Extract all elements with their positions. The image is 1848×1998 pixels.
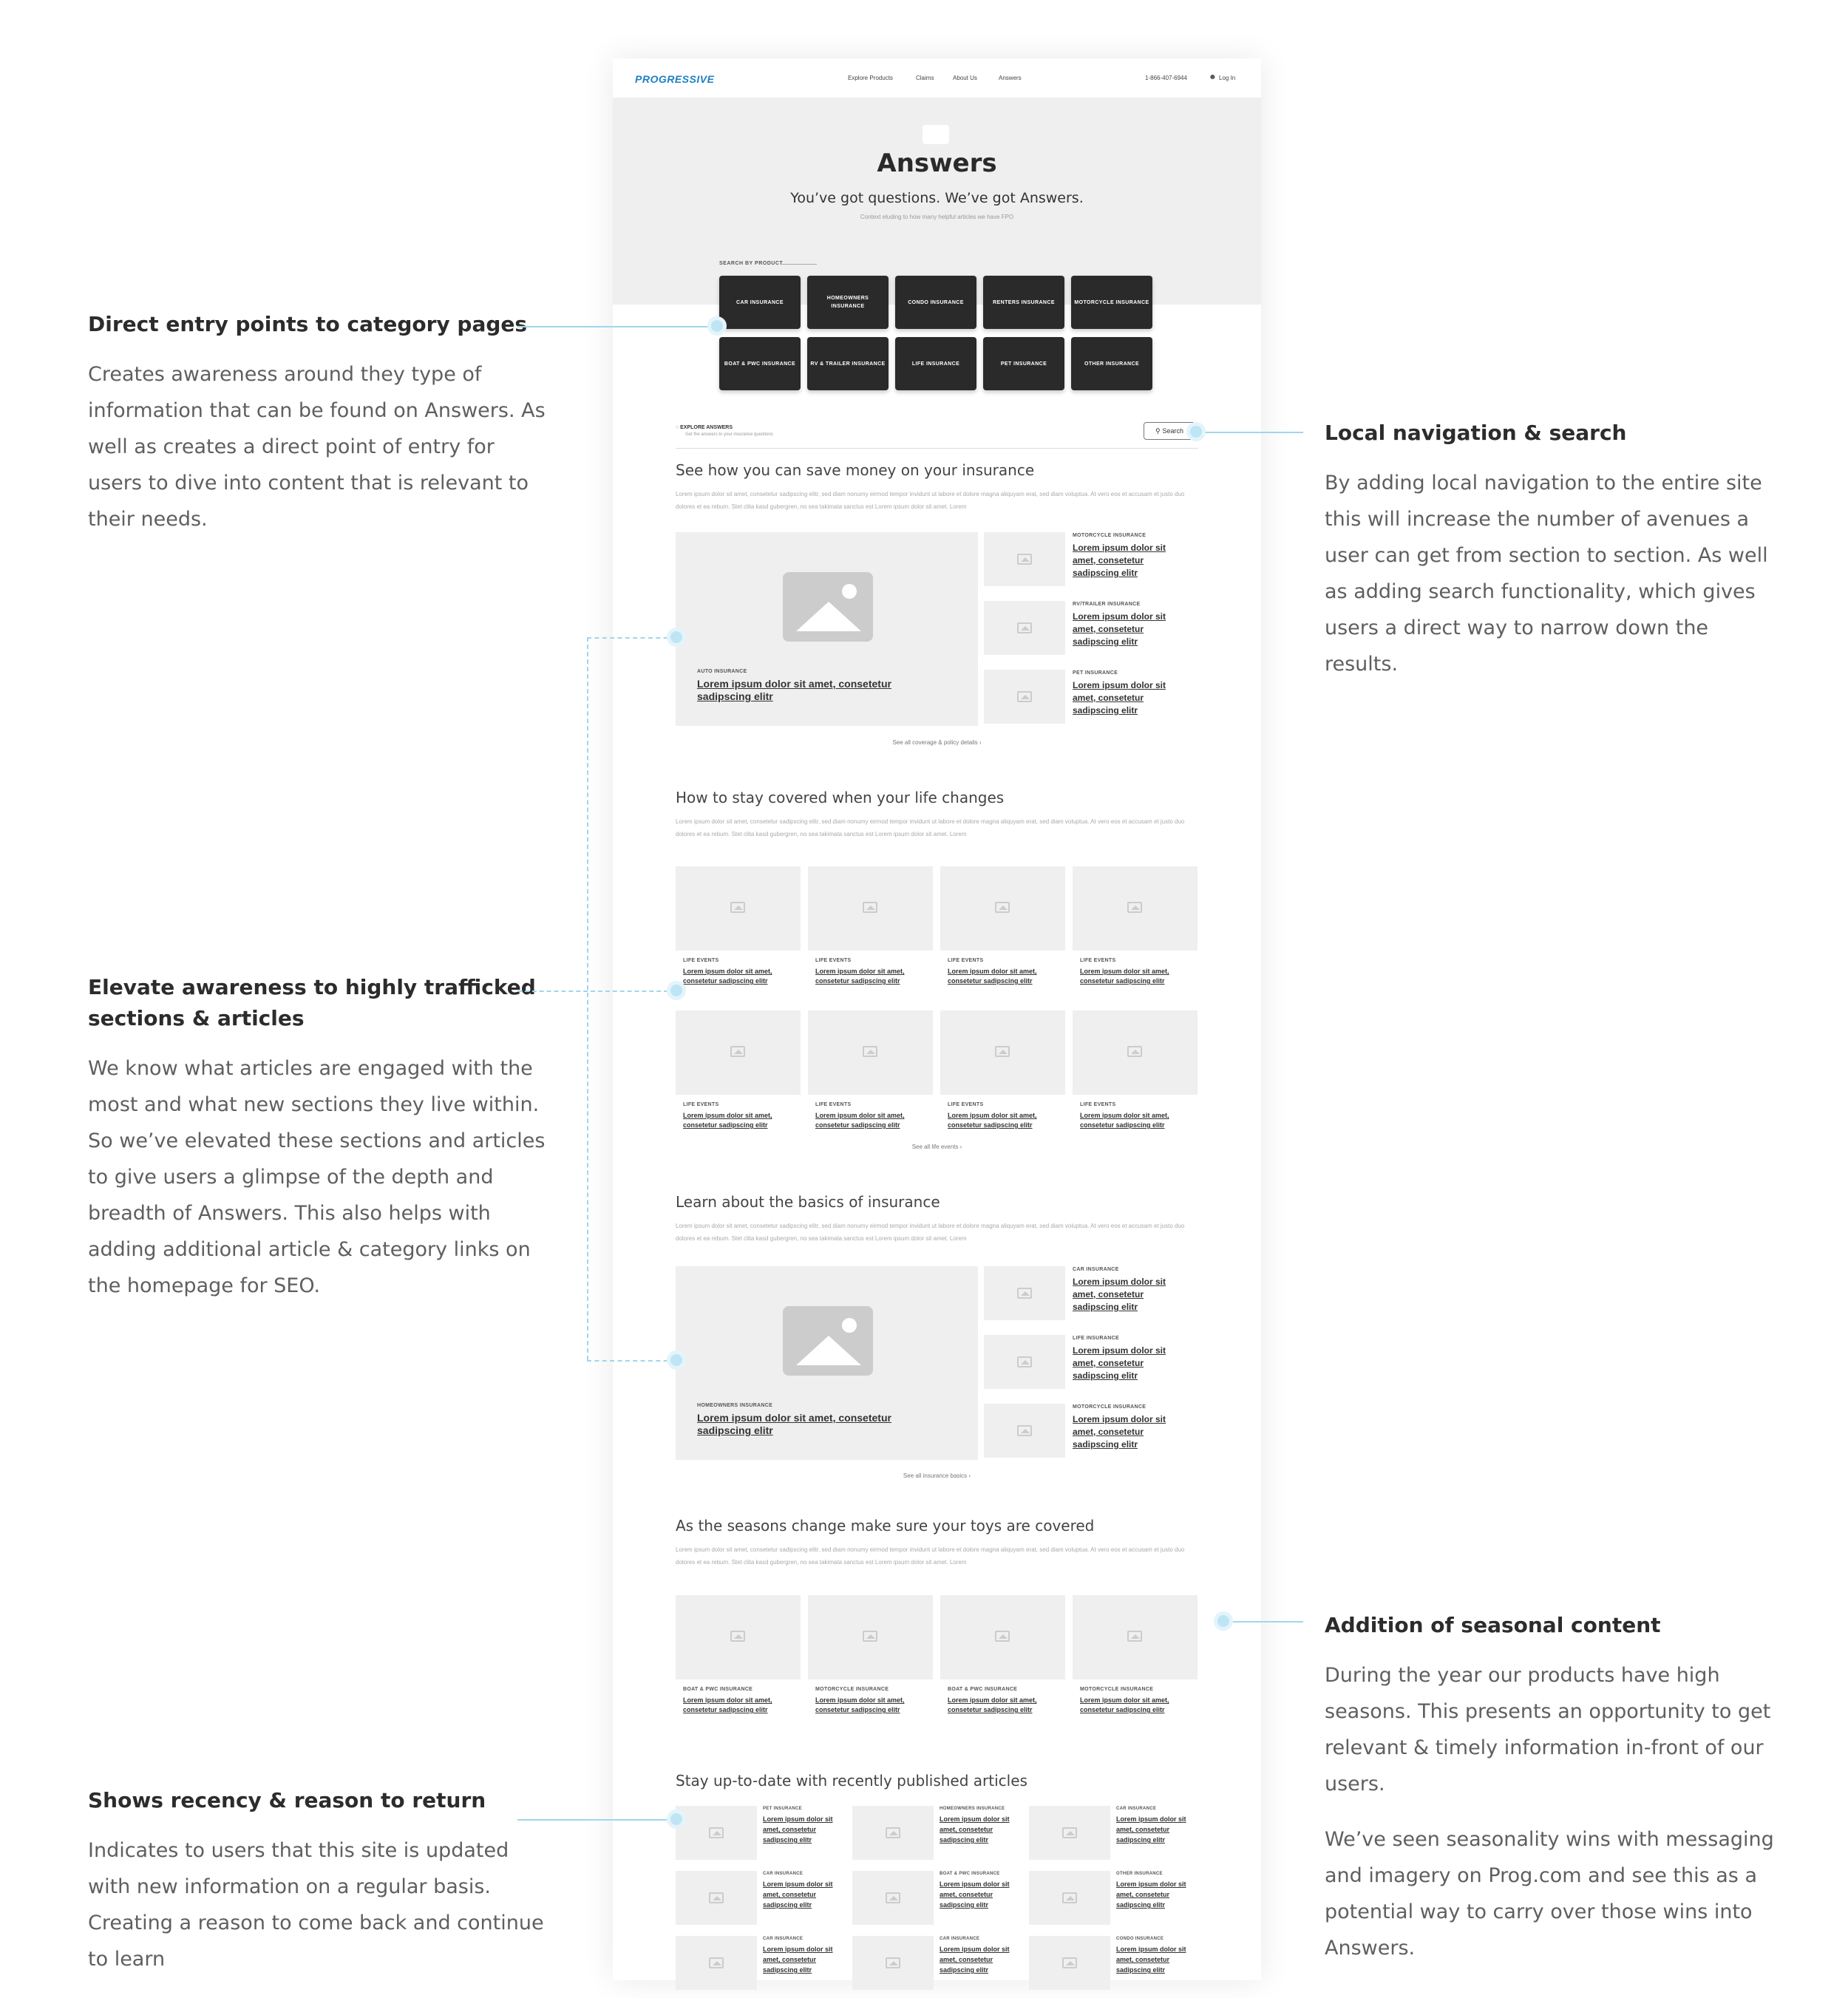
nav-link-claims[interactable]: Claims [916, 75, 934, 81]
image-placeholder-icon [709, 1827, 724, 1838]
card-link[interactable]: Lorem ipsum dolor sit amet, consetetur sadipscing elitr [815, 1112, 905, 1129]
thumbnail [984, 601, 1065, 655]
explore-answers-text: EXPLORE ANSWERS [680, 425, 733, 430]
card-link[interactable]: Lorem ipsum dolor sit amet, consetetur sadipscing elitr [948, 968, 1037, 985]
card-category: HOMEOWNERS INSURANCE [697, 1403, 773, 1408]
section-title-life: How to stay covered when your life changes [676, 789, 1005, 806]
image-placeholder-icon [709, 1892, 724, 1903]
search-label: Search [1162, 427, 1184, 435]
annotation-elevate [88, 972, 546, 1304]
card-category: AUTO INSURANCE [697, 669, 747, 674]
image-placeholder-icon [995, 1046, 1010, 1057]
thumbnail [1029, 1806, 1110, 1860]
image-placeholder-icon [886, 1957, 900, 1968]
card-link[interactable]: Lorem ipsum dolor sit amet, consetetur sadipscing elitr [1116, 1815, 1186, 1844]
image-placeholder-icon [1127, 902, 1142, 913]
card-image[interactable] [1073, 1595, 1198, 1679]
card-link[interactable]: Lorem ipsum dolor sit amet, consetetur sadipscing elitr [1073, 1414, 1166, 1450]
card-category: BOAT & PWC INSURANCE [948, 1687, 1018, 1692]
hotspot-dot [1186, 422, 1206, 441]
thumbnail [984, 1335, 1065, 1389]
card-link[interactable]: Lorem ipsum dolor sit amet, consetetur sadipscing elitr [1080, 1112, 1169, 1129]
annotation-seasonal [1325, 1610, 1783, 1966]
card-category: LIFE EVENTS [948, 958, 984, 963]
card-link[interactable]: Lorem ipsum dolor sit amet, consetetur sadipscing elitr [940, 1946, 1010, 1974]
card-link[interactable]: Lorem ipsum dolor sit amet, consetetur sadipscing elitr [683, 1112, 772, 1129]
annotation-title: Local navigation & search [1325, 421, 1627, 445]
tile-motorcycle-insurance[interactable]: MOTORCYCLE INSURANCE [1071, 276, 1152, 329]
card-link[interactable]: Lorem ipsum dolor sit amet, consetetur sadipscing elitr [940, 1880, 1010, 1909]
section-title-basics: Learn about the basics of insurance [676, 1193, 940, 1211]
image-placeholder-icon [1062, 1892, 1077, 1903]
image-placeholder-icon [995, 1631, 1010, 1642]
image-placeholder-icon [886, 1827, 900, 1838]
card-link[interactable]: Lorem ipsum dolor sit amet, consetetur sadipscing elitr [1073, 543, 1166, 578]
explore-answers-label[interactable]: ◌ EXPLORE ANSWERS [676, 425, 733, 430]
section-title-recent: Stay up-to-date with recently published articles [676, 1772, 1027, 1790]
tile-life-insurance[interactable]: LIFE INSURANCE [895, 337, 976, 390]
hero-title: Answers [877, 149, 997, 178]
card-image[interactable] [676, 1595, 801, 1679]
annotation-local-nav [1325, 418, 1783, 682]
thumbnail [676, 1806, 757, 1860]
connector-line [517, 1819, 676, 1821]
tile-condo-insurance[interactable]: CONDO INSURANCE [895, 276, 976, 329]
card-image[interactable] [808, 866, 933, 951]
card-category: RV/TRAILER INSURANCE [1073, 602, 1141, 607]
card-category: CAR INSURANCE [763, 1872, 804, 1876]
nav-login[interactable]: Log In [1219, 75, 1236, 81]
annotation-body: We know what articles are engaged with the most and what new sections they live within. So we’ve elevated these sections and articles to give users a glimpse of the depth and breadth of Answers. This also helps with adding additional article & category links on the homepage for SEO. [88, 1057, 546, 1297]
image-placeholder-icon [886, 1892, 900, 1903]
image-placeholder-icon [730, 902, 745, 913]
annotation-direct-entry [88, 309, 546, 537]
recent-articles-grid [676, 1806, 1198, 1998]
see-all-link[interactable] [676, 739, 1198, 746]
connector-line [1233, 1621, 1303, 1622]
nav-link-answers[interactable]: Answers [999, 75, 1022, 81]
thumbnail [676, 1871, 757, 1925]
chevron-right-icon: › [968, 1472, 971, 1479]
card-link[interactable]: Lorem ipsum dolor sit amet, consetetur sadipscing elitr [683, 968, 772, 985]
thumbnail [1029, 1871, 1110, 1925]
tile-boat-pwc-insurance[interactable]: BOAT & PWC INSURANCE [719, 337, 801, 390]
card-category: LIFE EVENTS [1080, 958, 1116, 963]
card-image[interactable] [676, 1010, 801, 1095]
image-placeholder-icon [1017, 554, 1032, 565]
card-category: MOTORCYCLE INSURANCE [1073, 1404, 1146, 1410]
annotation-title: Addition of seasonal content [1325, 1613, 1661, 1637]
hotspot-dot [667, 981, 686, 1000]
connector-line [1196, 432, 1303, 433]
divider [780, 264, 817, 265]
card-image[interactable] [808, 1010, 933, 1095]
thumbnail [852, 1936, 934, 1990]
see-all-label: See all coverage & policy details [892, 739, 978, 746]
card-category: PET INSURANCE [1073, 670, 1118, 676]
image-placeholder-icon [863, 902, 877, 913]
hotspot-dot [707, 316, 727, 336]
tile-renters-insurance[interactable]: RENTERS INSURANCE [983, 276, 1064, 329]
card-category: LIFE EVENTS [683, 958, 719, 963]
search-icon: ⚲ [1155, 427, 1161, 435]
annotation-body: By adding local navigation to the entire site this will increase the number of avenues a user can get from section to section. As well as adding search functionality, which gives users a direct way to narrow down the results. [1325, 472, 1768, 676]
image-placeholder-icon [1017, 1356, 1032, 1367]
hotspot-dot [667, 628, 686, 647]
section-description: Lorem ipsum dolor sit amet, consetetur sadipscing elitr, sed diam nonumy eirmod tempor invidunt ut labore et dolore magna aliquyam erat, sed diam voluptua. At vero eos et accusam et justo duo dolores et ea rebum. Stet clita kasd gubergren, no sea takimata sanctus est Lorem ipsum dolor sit amet. Lorem [676, 1223, 1185, 1242]
card-category: HOMEOWNERS INSURANCE [940, 1807, 1005, 1811]
section-description: Lorem ipsum dolor sit amet, consetetur sadipscing elitr, sed diam nonumy eirmod tempor invidunt ut labore et dolore magna aliquyam erat, sed diam voluptua. At vero eos et accusam et justo duo dolores et ea rebum. Stet clita kasd gubergren, no sea takimata sanctus est Lorem ipsum dolor sit amet. Lorem [676, 818, 1185, 837]
card-link[interactable]: Lorem ipsum dolor sit amet, consetetur sadipscing elitr [697, 1412, 891, 1436]
card-link[interactable]: Lorem ipsum dolor sit amet, consetetur sadipscing elitr [1080, 1696, 1169, 1713]
card-category: LIFE EVENTS [948, 1102, 984, 1107]
card-link[interactable]: Lorem ipsum dolor sit amet, consetetur sadipscing elitr [763, 1880, 833, 1909]
section-title-save: See how you can save money on your insurance [676, 461, 1035, 479]
card-link[interactable]: Lorem ipsum dolor sit amet, consetetur sadipscing elitr [940, 1815, 1010, 1844]
progressive-logo[interactable]: PROGRESSIVE [635, 73, 715, 85]
thumbnail [852, 1871, 934, 1925]
thumbnail [984, 1266, 1065, 1320]
image-placeholder-icon [783, 1306, 873, 1376]
see-all-link[interactable] [676, 1472, 1198, 1479]
annotation-body-2: We’ve seen seasonality wins with messaging and imagery on Prog.com and see this as a potential way to carry over those wins into Answers. [1325, 1828, 1774, 1960]
card-link[interactable]: Lorem ipsum dolor sit amet, consetetur sadipscing elitr [1116, 1946, 1186, 1974]
nav-link-explore-products[interactable]: Explore Products [848, 75, 893, 81]
annotation-body: Indicates to users that this site is updated with new information on a regular basis. Creating a reason to come back and continue to learn [88, 1839, 544, 1971]
explore-answers-sub: Get the answers to your insurance questions [685, 432, 773, 437]
thumbnail [852, 1806, 934, 1860]
chat-bubble-icon [923, 125, 949, 144]
see-all-label: See all life events [911, 1144, 959, 1150]
card-category: BOAT & PWC INSURANCE [683, 1687, 753, 1692]
card-category: CAR INSURANCE [1073, 1267, 1119, 1272]
card-link[interactable]: Lorem ipsum dolor sit amet, consetetur sadipscing elitr [1116, 1880, 1186, 1909]
card-image[interactable] [940, 866, 1065, 951]
annotation-title: Elevate awareness to highly trafficked sections & articles [88, 975, 536, 1030]
card-category: LIFE INSURANCE [1073, 1336, 1119, 1341]
card-category: BOAT & PWC INSURANCE [940, 1872, 1000, 1876]
search-by-product-label: SEARCH BY PRODUCT [719, 261, 784, 266]
see-all-link[interactable] [676, 1144, 1198, 1150]
card-category: OTHER INSURANCE [1116, 1872, 1163, 1876]
card-link[interactable]: Lorem ipsum dolor sit amet, consetetur sadipscing elitr [815, 1696, 905, 1713]
card-link[interactable]: Lorem ipsum dolor sit amet, consetetur sadipscing elitr [1073, 611, 1166, 647]
thumbnail [984, 670, 1065, 724]
annotation-title: Shows recency & reason to return [88, 1788, 486, 1812]
hotspot-dot [667, 1350, 686, 1370]
annotation-body: During the year our products have high seasons. This presents an opportunity to get relevant & timely information in-front of our users. [1325, 1664, 1771, 1795]
thumbnail [1029, 1936, 1110, 1990]
nav-phone[interactable]: 1-866-407-6944 [1145, 75, 1187, 81]
annotation-title: Direct entry points to category pages [88, 312, 528, 336]
card-category: LIFE EVENTS [1080, 1102, 1116, 1107]
annotation-recency [88, 1785, 546, 1977]
section-description: Lorem ipsum dolor sit amet, consetetur sadipscing elitr, sed diam nonumy eirmod tempor invidunt ut labore et dolore magna aliquyam erat, sed diam voluptua. At vero eos et accusam et justo duo dolores et ea rebum. Stet clita kasd gubergren, no sea takimata sanctus est Lorem ipsum dolor sit amet. Lorem [676, 1546, 1185, 1566]
card-link[interactable]: Lorem ipsum dolor sit amet, consetetur sadipscing elitr [948, 1696, 1037, 1713]
card-image[interactable] [940, 1595, 1065, 1679]
image-placeholder-icon [863, 1631, 877, 1642]
hotspot-dot [667, 1810, 686, 1829]
card-link[interactable]: Lorem ipsum dolor sit amet, consetetur sadipscing elitr [1073, 1345, 1166, 1381]
connector-bracket [587, 637, 588, 1360]
image-placeholder-icon [783, 572, 873, 642]
card-link[interactable]: Lorem ipsum dolor sit amet, consetetur sadipscing elitr [763, 1946, 833, 1974]
card-category: MOTORCYCLE INSURANCE [1073, 533, 1146, 538]
seasonal-grid [676, 1595, 1198, 1721]
nav-link-about-us[interactable]: About Us [953, 75, 977, 81]
image-placeholder-icon [863, 1046, 877, 1057]
image-placeholder-icon [709, 1957, 724, 1968]
card-category: PET INSURANCE [763, 1807, 802, 1811]
connector-line [517, 990, 676, 992]
answers-page-wireframe [613, 58, 1261, 1980]
hotspot-dot [1214, 1611, 1233, 1631]
image-placeholder-icon [995, 902, 1010, 913]
connector-line [517, 326, 717, 327]
card-category: LIFE EVENTS [815, 1102, 852, 1107]
card-image[interactable] [1073, 1010, 1198, 1095]
hero-subtitle: You’ve got questions. We’ve got Answers. [790, 190, 1084, 206]
thumbnail [984, 1404, 1065, 1458]
hero-context: Context eluding to how many helpful articles we have FPO [860, 214, 1014, 220]
user-icon[interactable]: ☻ [1209, 73, 1217, 81]
image-placeholder-icon [1017, 1425, 1032, 1436]
thumbnail [984, 532, 1065, 586]
connector-line [587, 1360, 676, 1362]
tile-rv-trailer-insurance[interactable]: RV & TRAILER INSURANCE [807, 337, 889, 390]
thumbnail [676, 1936, 757, 1990]
section-title-seasons: As the seasons change make sure your toys are covered [676, 1517, 1095, 1535]
image-placeholder-icon [1017, 622, 1032, 633]
card-link[interactable]: Lorem ipsum dolor sit amet, consetetur sadipscing elitr [948, 1112, 1037, 1129]
card-image[interactable] [808, 1595, 933, 1679]
card-category: LIFE EVENTS [683, 1102, 719, 1107]
card-category: CAR INSURANCE [1116, 1807, 1157, 1811]
tile-other-insurance[interactable]: OTHER INSURANCE [1071, 337, 1152, 390]
image-placeholder-icon [1062, 1957, 1077, 1968]
image-placeholder-icon [1017, 1288, 1032, 1299]
connector-line [587, 637, 676, 639]
tile-car-insurance[interactable]: CAR INSURANCE [719, 276, 801, 329]
feature-card-basics[interactable] [676, 1266, 978, 1460]
card-link[interactable]: Lorem ipsum dolor sit amet, consetetur sadipscing elitr [1073, 1277, 1166, 1312]
card-category: MOTORCYCLE INSURANCE [1080, 1687, 1154, 1692]
card-link[interactable]: Lorem ipsum dolor sit amet, consetetur sadipscing elitr [1080, 968, 1169, 985]
card-image[interactable] [676, 866, 801, 951]
image-placeholder-icon [1017, 691, 1032, 702]
tile-homeowners-insurance[interactable]: HOMEOWNERS INSURANCE [807, 276, 889, 329]
see-all-label: See all insurance basics [903, 1472, 968, 1479]
card-link[interactable]: Lorem ipsum dolor sit amet, consetetur sadipscing elitr [1073, 680, 1166, 716]
card-image[interactable] [1073, 866, 1198, 951]
section-description: Lorem ipsum dolor sit amet, consetetur sadipscing elitr, sed diam nonumy eirmod tempor invidunt ut labore et dolore magna aliquyam erat, sed diam voluptua. At vero eos et accusam et justo duo dolores et ea rebum. Stet clita kasd gubergren, no sea takimata sanctus est Lorem ipsum dolor sit amet. Lorem [676, 491, 1185, 510]
chevron-right-icon: › [959, 1144, 962, 1150]
card-category: CAR INSURANCE [763, 1937, 804, 1941]
card-link[interactable]: Lorem ipsum dolor sit amet, consetetur sadipscing elitr [683, 1696, 772, 1713]
divider [676, 448, 1198, 449]
feature-card-save[interactable] [676, 532, 978, 726]
card-image[interactable] [940, 1010, 1065, 1095]
card-link[interactable]: Lorem ipsum dolor sit amet, consetetur sadipscing elitr [815, 968, 905, 985]
card-category: LIFE EVENTS [815, 958, 852, 963]
card-category: MOTORCYCLE INSURANCE [815, 1687, 889, 1692]
image-placeholder-icon [730, 1631, 745, 1642]
life-events-grid [676, 866, 1198, 1132]
image-placeholder-icon [730, 1046, 745, 1057]
image-placeholder-icon [1127, 1631, 1142, 1642]
annotation-body: Creates awareness around they type of information that can be found on Answers. As well as creates a direct point of entry for users to dive into content that is relevant to their needs. [88, 363, 546, 531]
card-category: CAR INSURANCE [940, 1937, 980, 1941]
card-category: CONDO INSURANCE [1116, 1937, 1164, 1941]
tile-pet-insurance[interactable]: PET INSURANCE [983, 337, 1064, 390]
image-placeholder-icon [1127, 1046, 1142, 1057]
image-placeholder-icon [1062, 1827, 1077, 1838]
chevron-right-icon: › [979, 739, 982, 746]
card-link[interactable]: Lorem ipsum dolor sit amet, consetetur sadipscing elitr [697, 678, 891, 702]
card-link[interactable]: Lorem ipsum dolor sit amet, consetetur sadipscing elitr [763, 1815, 833, 1844]
